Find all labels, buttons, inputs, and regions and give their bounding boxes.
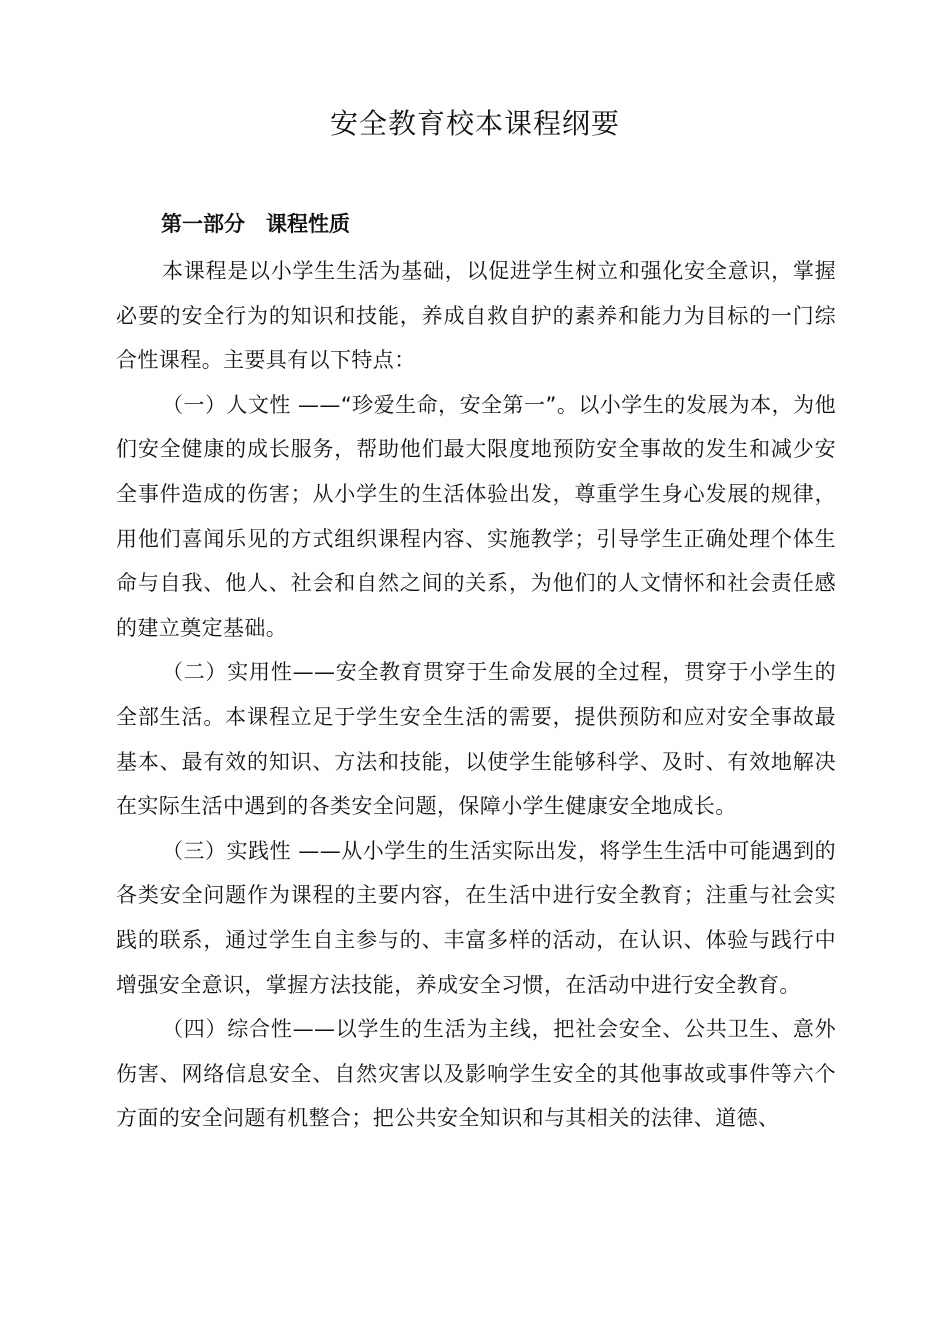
paragraph-practice: （三）实践性 ——从小学生的生活实际出发，将学生生活中可能遇到的各类安全问题作为课程的主要内容，在生活中进行安全教育；注重与社会实践的联系，通过学生自主参与的、丰富多样的活动，在认识、体验与践行中增强安全意识，掌握方法技能，养成安全习惯，在活动中进行安全教育。 <box>116 838 836 997</box>
paragraph-practical-use: （二）实用性——安全教育贯穿于生命发展的全过程，贯穿于小学生的全部生活。本课程立足于学生安全生活的需要，提供预防和应对安全事故最基本、最有效的知识、方法和技能，以使学生能够科学、及时、有效地解决在实际生活中遇到的各类安全问题，保障小学生健康安全地成长。 <box>116 660 836 819</box>
document-title: 安全教育校本课程纲要 <box>329 107 620 140</box>
paragraph-intro: 本课程是以小学生生活为基础，以促进学生树立和强化安全意识，掌握必要的安全行为的知识和技能，养成自救自护的素养和能力为目标的一门综合性课程。主要具有以下特点： <box>116 259 836 373</box>
paragraph-humanistic: （一）人文性 ——“珍爱生命，安全第一”。以小学生的发展为本，为他们安全健康的成长服务，帮助他们最大限度地预防安全事故的发生和减少安全事件造成的伤害；从小学生的生活体验出发，尊重学生身心发展的规律，用他们喜闻乐见的方式组织课程内容、实施教学；引导学生正确处理个体生命与自我、他人、社会和自然之间的关系，为他们的人文情怀和社会责任感的建立奠定基础。 <box>116 392 836 640</box>
body-text <box>116 249 836 1141</box>
section-heading: 第一部分 课程性质 <box>161 212 350 236</box>
paragraph-comprehensive: （四）综合性——以学生的生活为主线，把社会安全、公共卫生、意外伤害、网络信息安全、自然灾害以及影响学生安全的其他事故或事件等六个方面的安全问题有机整合；把公共安全知识和与其相关的法律、道德、 <box>116 1017 836 1131</box>
